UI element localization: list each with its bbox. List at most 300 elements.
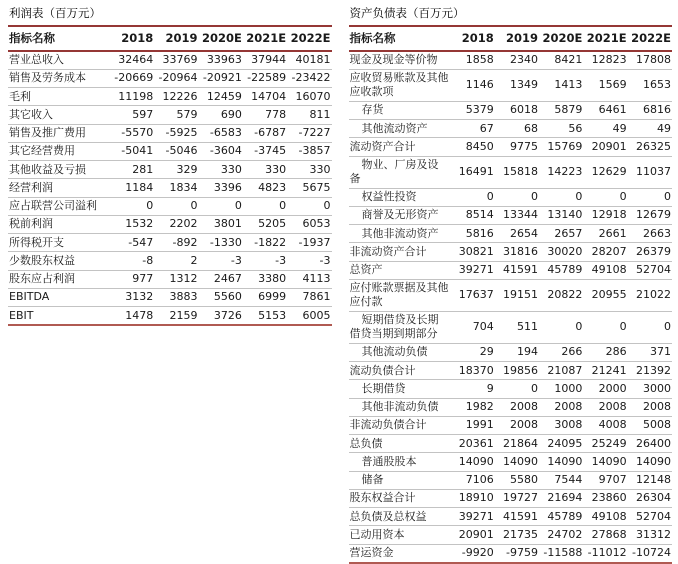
cell-value: 49 [628,120,672,138]
cell-value: 3380 [243,270,287,288]
row-label: 应收贸易账款及其他应收款项 [349,69,451,101]
table-row [349,206,673,224]
row-label: 储备 [349,471,451,489]
cell-value: 27868 [583,526,627,544]
cell-value: 1858 [450,51,494,70]
cell-value: 14090 [539,453,583,471]
cell-value: 26304 [628,489,672,507]
cell-value: 67 [450,120,494,138]
row-label: 其它收入 [8,106,110,124]
cell-value: 0 [583,188,627,206]
cell-value: 23860 [583,489,627,507]
cell-value: 0 [583,311,627,343]
cell-value: 194 [495,343,539,361]
cell-value: 21392 [628,362,672,380]
cell-value: 24702 [539,526,583,544]
row-label: 长期借贷 [349,380,451,398]
cell-value: 45789 [539,508,583,526]
row-label: 其他收益及亏损 [8,161,110,179]
table-row [8,215,332,233]
cell-value: 30020 [539,243,583,261]
cell-value: 2467 [199,270,243,288]
table-row [349,343,673,361]
cell-value: 0 [110,197,154,215]
table-row [8,124,332,142]
cell-value: 19727 [495,489,539,507]
table-row [349,138,673,156]
cell-value: 11198 [110,88,154,106]
cell-value: 29 [450,343,494,361]
cell-value: 9707 [583,471,627,489]
cell-value: -3745 [243,142,287,160]
cell-value: 5153 [258,308,287,322]
cell-value: 3000 [628,380,672,398]
cell-value: 3726 [213,308,242,322]
cell-value: 0 [495,380,539,398]
cell-value: 1532 [110,215,154,233]
cell-value: 12148 [628,471,672,489]
cell-value: 5205 [243,215,287,233]
cell-value: 56 [539,120,583,138]
cell-value: 14704 [243,88,287,106]
row-label: 总负债 [349,435,451,453]
cell-value: 2663 [628,225,672,243]
cell-value: 1653 [628,69,672,101]
cell-value: -8 [110,252,154,270]
table-row [8,88,332,106]
row-label: 现金及现金等价物 [349,51,451,70]
cell-value: 8421 [539,51,583,70]
cell-value: 1184 [110,179,154,197]
cell-value: 6005 [302,308,331,322]
cell-value: -20669 [110,69,154,87]
table-row [349,416,673,434]
row-label: 总负债及总权益 [349,508,451,526]
cell-value: 281 [110,161,154,179]
cell-value: -892 [154,234,198,252]
row-label: 股东权益合计 [349,489,451,507]
cell-value: 2159 [169,308,198,322]
cell-value: -3857 [287,142,331,160]
table-row [349,398,673,416]
cell-value: 2000 [583,380,627,398]
cell-value: 2 [154,252,198,270]
table-row [349,261,673,279]
income-statement-table [8,25,332,326]
cell-value: 18370 [450,362,494,380]
cell-value: 1000 [539,380,583,398]
cell-value: 2008 [539,398,583,416]
table-row [349,362,673,380]
cell-value: 0 [199,197,243,215]
balance-sheet-table [349,25,673,564]
cell-value: 49108 [583,261,627,279]
table-row [8,106,332,124]
cell-value: 1312 [154,270,198,288]
table-row [8,252,332,270]
cell-value: 12679 [628,206,672,224]
column-header-year: 2022E [628,26,672,51]
row-label: 毛利 [8,88,110,106]
cell-value: -1330 [199,234,243,252]
cell-value: 5816 [450,225,494,243]
table-row [349,544,673,563]
cell-value: 5379 [450,101,494,119]
cell-value: 286 [583,343,627,361]
cell-value: 329 [154,161,198,179]
row-label: 已动用资本 [349,526,451,544]
cell-value: -1937 [287,234,331,252]
column-header-year: 2021E [243,26,287,51]
cell-value: 5580 [495,471,539,489]
table-row [8,197,332,215]
cell-value: 19856 [495,362,539,380]
cell-value: 8450 [450,138,494,156]
cell-value: 21694 [539,489,583,507]
column-header-year: 2018 [110,26,154,51]
cell-value: 21022 [628,279,672,311]
row-label: 少数股东权益 [8,252,110,270]
table-row [349,69,673,101]
cell-value: 24095 [539,435,583,453]
cell-value: -11012 [587,546,627,559]
cell-value: 14090 [583,453,627,471]
column-header-year: 2022E [287,26,331,51]
table-row [349,156,673,188]
cell-value: 16070 [287,88,331,106]
table-row [349,225,673,243]
cell-value: 6999 [243,288,287,306]
table-row [8,69,332,87]
row-label: 短期借贷及长期借贷当期到期部分 [349,311,451,343]
cell-value: -9920 [461,546,494,559]
row-label: 存货 [349,101,451,119]
column-header-year: 2020E [539,26,583,51]
cell-value: 7544 [539,471,583,489]
cell-value: 0 [628,311,672,343]
income-statement-section [8,5,332,326]
cell-value: -11588 [543,546,583,559]
cell-value: 1413 [539,69,583,101]
cell-value: 0 [539,311,583,343]
cell-value: 19151 [495,279,539,311]
cell-value: 18910 [450,489,494,507]
cell-value: 14090 [450,453,494,471]
cell-value: 37944 [243,51,287,70]
row-label: 其他流动资产 [349,120,451,138]
cell-value: 511 [495,311,539,343]
cell-value: 5560 [199,288,243,306]
cell-value: 0 [243,197,287,215]
row-label: 所得税开支 [8,234,110,252]
cell-value: 17808 [628,51,672,70]
cell-value: 0 [628,188,672,206]
cell-value: 3801 [199,215,243,233]
cell-value: 20822 [539,279,583,311]
row-label: 其他流动负债 [349,343,451,361]
cell-value: 25249 [583,435,627,453]
cell-value: 778 [243,106,287,124]
cell-value: -547 [110,234,154,252]
cell-value: 49108 [583,508,627,526]
cell-value: 5675 [287,179,331,197]
cell-value: 0 [154,197,198,215]
cell-value: 16491 [450,156,494,188]
cell-value: -5046 [154,142,198,160]
table-row [349,380,673,398]
cell-value: 3008 [539,416,583,434]
cell-value: 14090 [495,453,539,471]
cell-value: 1991 [450,416,494,434]
cell-value: 7106 [450,471,494,489]
table-row [349,188,673,206]
column-header-year: 2018 [450,26,494,51]
cell-value: 2661 [583,225,627,243]
cell-value: 21241 [583,362,627,380]
cell-value: -5041 [110,142,154,160]
cell-value: 330 [287,161,331,179]
cell-value: 12823 [583,51,627,70]
table-row [349,101,673,119]
table-row [8,270,332,288]
cell-value: 21087 [539,362,583,380]
row-label: EBITDA [8,288,110,306]
cell-value: 330 [199,161,243,179]
cell-value: 2008 [495,398,539,416]
cell-value: -10724 [632,546,671,559]
cell-value: 1349 [495,69,539,101]
cell-value: -9759 [506,546,539,559]
row-label: 总资产 [349,261,451,279]
cell-value: -22589 [243,69,287,87]
cell-value: 33963 [199,51,243,70]
cell-value: 49 [583,120,627,138]
table-row [8,234,332,252]
column-header-year: 2019 [495,26,539,51]
cell-value: 14090 [628,453,672,471]
cell-value: 5879 [539,101,583,119]
cell-value: 371 [628,343,672,361]
cell-value: 0 [495,188,539,206]
row-label: 其它经营费用 [8,142,110,160]
table-row [349,453,673,471]
row-label: 营业总收入 [8,51,110,70]
cell-value: 12629 [583,156,627,188]
cell-value: 1478 [125,308,154,322]
row-label: 非流动资产合计 [349,243,451,261]
table-row [349,489,673,507]
cell-value: 6816 [628,101,672,119]
cell-value: -3 [287,252,331,270]
cell-value: 26325 [628,138,672,156]
table-row [8,288,332,306]
row-label: 销售及劳务成本 [8,69,110,87]
cell-value: 1146 [450,69,494,101]
cell-value: 6461 [583,101,627,119]
table-row [349,508,673,526]
cell-value: 52704 [628,261,672,279]
cell-value: 26400 [628,435,672,453]
cell-value: 2008 [583,398,627,416]
cell-value: 2008 [495,416,539,434]
cell-value: -6583 [199,124,243,142]
cell-value: 39271 [450,261,494,279]
cell-value: 977 [110,270,154,288]
cell-value: 12226 [154,88,198,106]
table-row [349,51,673,70]
cell-value: 41591 [495,508,539,526]
cell-value: 266 [539,343,583,361]
cell-value: 8514 [450,206,494,224]
table-row [349,120,673,138]
cell-value: 30821 [450,243,494,261]
table-row [349,311,673,343]
cell-value: 2340 [495,51,539,70]
cell-value: 0 [287,197,331,215]
cell-value: 31312 [628,526,672,544]
cell-value: 39271 [450,508,494,526]
header-row [349,26,673,51]
cell-value: 20955 [583,279,627,311]
row-label: 其他非流动负债 [349,398,451,416]
cell-value: 20361 [450,435,494,453]
cell-value: 52704 [628,508,672,526]
cell-value: -20921 [199,69,243,87]
cell-value: 2654 [495,225,539,243]
cell-value: 7861 [287,288,331,306]
cell-value: 31816 [495,243,539,261]
cell-value: 579 [154,106,198,124]
table-row [8,142,332,160]
cell-value: -6787 [243,124,287,142]
row-label: 其他非流动资产 [349,225,451,243]
cell-value: 597 [110,106,154,124]
row-label: 应付账款票据及其他应付款 [349,279,451,311]
cell-value: 4113 [287,270,331,288]
row-label: 销售及推广费用 [8,124,110,142]
cell-value: -1822 [243,234,287,252]
row-label: 流动负债合计 [349,362,451,380]
cell-value: 28207 [583,243,627,261]
cell-value: 6053 [287,215,331,233]
cell-value: 45789 [539,261,583,279]
cell-value: 1569 [583,69,627,101]
cell-value: 13344 [495,206,539,224]
cell-value: 3396 [199,179,243,197]
cell-value: 1982 [450,398,494,416]
column-header-indicator-name: 指标名称 [8,26,110,51]
cell-value: 17637 [450,279,494,311]
cell-value: 26379 [628,243,672,261]
row-label: 税前利润 [8,215,110,233]
cell-value: 1834 [154,179,198,197]
cell-value: 0 [450,188,494,206]
cell-value: 20901 [583,138,627,156]
cell-value: 14223 [539,156,583,188]
row-label: 普通股股本 [349,453,451,471]
column-header-year: 2020E [199,26,243,51]
cell-value: -7227 [287,124,331,142]
cell-value: 690 [199,106,243,124]
column-header-indicator-name: 指标名称 [349,26,451,51]
cell-value: 40181 [287,51,331,70]
table-row [349,435,673,453]
cell-value: -23422 [287,69,331,87]
cell-value: 3132 [110,288,154,306]
cell-value: 21735 [495,526,539,544]
row-label: 营运资金 [349,546,394,559]
balance-sheet-title: 资产负债表（百万元） [349,6,465,20]
cell-value: 9775 [495,138,539,156]
cell-value: 6018 [495,101,539,119]
table-row [8,179,332,197]
cell-value: 2008 [628,398,672,416]
cell-value: 0 [539,188,583,206]
cell-value: 15818 [495,156,539,188]
row-label: 物业、厂房及设备 [349,156,451,188]
cell-value: 3883 [154,288,198,306]
cell-value: 12918 [583,206,627,224]
cell-value: -5570 [110,124,154,142]
cell-value: 11037 [628,156,672,188]
row-label: 应占联营公司溢利 [8,197,110,215]
row-label: 流动资产合计 [349,138,451,156]
cell-value: 9 [450,380,494,398]
row-label: 经营利润 [8,179,110,197]
cell-value: 20901 [450,526,494,544]
cell-value: 2202 [154,215,198,233]
column-header-year: 2019 [154,26,198,51]
cell-value: 704 [450,311,494,343]
cell-value: -20964 [154,69,198,87]
row-label: EBIT [9,308,34,322]
cell-value: 5008 [628,416,672,434]
cell-value: 4823 [243,179,287,197]
cell-value: -3604 [199,142,243,160]
cell-value: -3 [199,252,243,270]
table-row [349,279,673,311]
table-row [349,471,673,489]
income-statement-title: 利润表（百万元） [9,6,101,20]
table-row [8,161,332,179]
cell-value: -5925 [154,124,198,142]
cell-value: 32464 [110,51,154,70]
cell-value: 2657 [539,225,583,243]
table-row [8,51,332,70]
column-header-year: 2021E [583,26,627,51]
table-row [349,526,673,544]
cell-value: 4008 [583,416,627,434]
cell-value: 21864 [495,435,539,453]
header-row [8,26,332,51]
cell-value: 41591 [495,261,539,279]
cell-value: 13140 [539,206,583,224]
cell-value: 330 [243,161,287,179]
cell-value: 12459 [199,88,243,106]
row-label: 权益性投资 [349,188,451,206]
row-label: 非流动负债合计 [349,416,451,434]
cell-value: 15769 [539,138,583,156]
table-row [8,307,332,326]
row-label: 商誉及无形资产 [349,206,451,224]
table-row [349,243,673,261]
cell-value: 68 [495,120,539,138]
cell-value: 811 [287,106,331,124]
balance-sheet-section [349,5,673,564]
row-label: 股东应占利润 [8,270,110,288]
cell-value: 33769 [154,51,198,70]
cell-value: -3 [243,252,287,270]
